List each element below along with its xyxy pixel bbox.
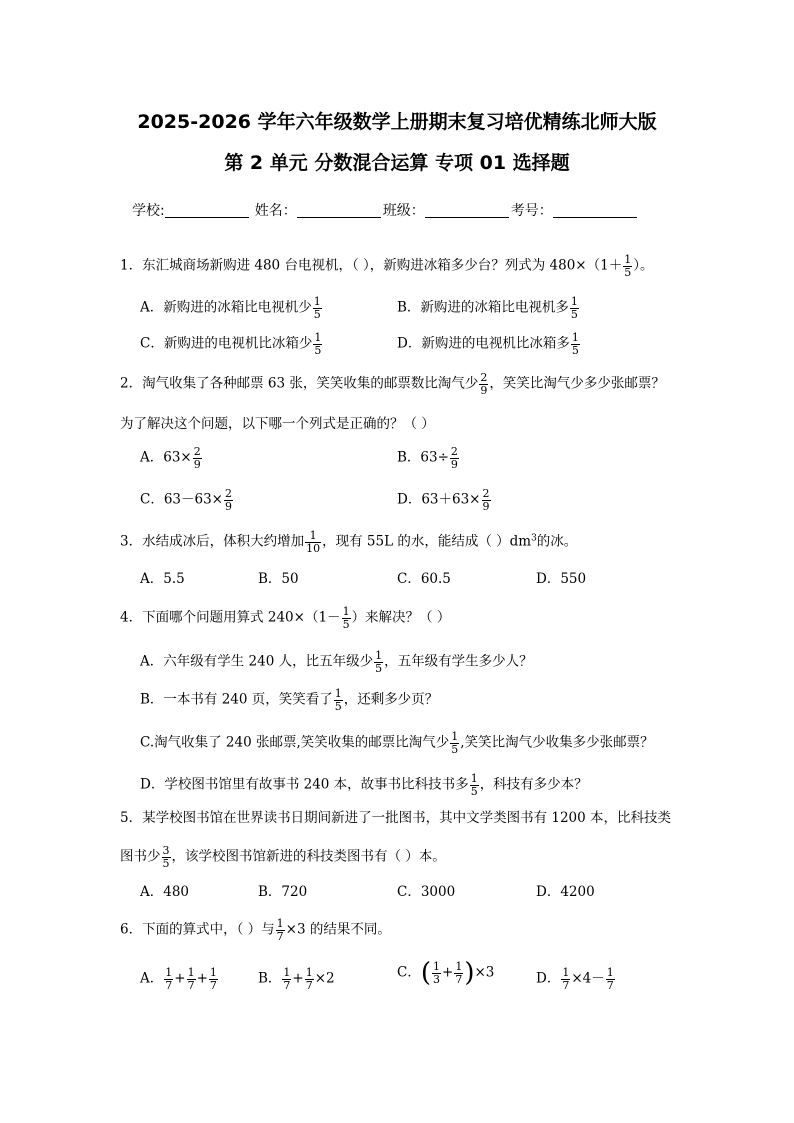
q4-option-d[interactable]: D．学校图书馆里有故事书 240 本，故事书比科技书多 $\frac{1}{5}$ ，科技有多少本？ [140, 772, 588, 798]
q6-b-frac-2: $\frac{1}{7}$ [305, 966, 313, 992]
q1-option-a[interactable]: A．新购进的冰箱比电视机少 $\frac{1}{5}$ [140, 295, 321, 321]
q5-option-a[interactable]: A．480 [140, 884, 190, 900]
q4-option-c[interactable]: C.淘气收集了 240 张邮票,笑笑收集的邮票比淘气少 $\frac{1}{5}$ ,笑笑比淘气少收集多少张邮票？ [140, 730, 654, 756]
question-4-stem [120, 606, 450, 630]
q6-c-frac-1: $\frac{1}{3}$ [433, 959, 440, 986]
q1-option-c[interactable]: C．新购进的电视机比冰箱少 $\frac{1}{5}$ [140, 331, 322, 357]
name-label: 姓名： [254, 203, 297, 219]
school-label: 学校: [132, 203, 165, 219]
q5-text-c: ，该学校图书馆新进的科技类图书有（ ）本。 [171, 848, 446, 865]
q3-text-b: ，现有 55L 的水，能结成（ ）dm [322, 533, 532, 550]
q1-fraction: $\frac{1}{5}$ [624, 253, 632, 279]
q3-option-d[interactable]: D．550 [536, 571, 587, 587]
q1-text-b: ）。 [633, 257, 654, 274]
q6-d-frac-1: $\frac{1}{7}$ [562, 966, 570, 992]
question-6-stem [120, 918, 391, 942]
q2-text-b: ，笑笑比淘气少多少张邮票？ [489, 375, 665, 392]
q2-option-c-fraction: $\frac{2}{9}$ [225, 487, 232, 513]
name-blank[interactable] [297, 203, 381, 218]
q6-text-b: ×3 的结果不同。 [285, 921, 391, 938]
q4-option-d-fraction: $\frac{1}{5}$ [470, 772, 478, 798]
question-2-stem [120, 372, 665, 396]
q3-text-c: 的冰。 [536, 533, 578, 550]
q2-option-a[interactable]: A．63× $\frac{2}{9}$ [140, 445, 201, 471]
q1-option-d-fraction: $\frac{1}{5}$ [571, 331, 579, 357]
worksheet-subtitle: 第 2 单元 分数混合运算 专项 01 选择题 [224, 152, 570, 174]
student-info-line [132, 200, 639, 220]
q6-a-frac-3: $\frac{1}{7}$ [209, 966, 217, 992]
q6-c-left-paren: ( [420, 958, 431, 988]
q1-option-b[interactable]: B．新购进的冰箱比电视机多 $\frac{1}{5}$ [397, 295, 578, 321]
question-3-stem [120, 530, 577, 554]
q4-option-a[interactable]: A．六年级有学生 240 人，比五年级少 $\frac{1}{5}$ ，五年级有学生多少人？ [140, 649, 533, 675]
q1-option-c-fraction: $\frac{1}{5}$ [314, 331, 322, 357]
q5-text-b: 图书少 [120, 848, 161, 865]
q4-text-b: ）来解决？（ ） [351, 609, 451, 626]
q6-text-a: 6．下面的算式中，（ ）与 [120, 921, 275, 938]
q3-option-c[interactable]: C．60.5 [397, 571, 451, 587]
q2-fraction: $\frac{2}{9}$ [480, 371, 488, 397]
q5-fraction: $\frac{3}{5}$ [162, 844, 170, 870]
q4-fraction: $\frac{1}{5}$ [342, 605, 350, 631]
q3-superscript: 3 [531, 533, 537, 544]
school-blank[interactable] [165, 203, 249, 218]
q4-option-c-fraction: $\frac{1}{5}$ [451, 730, 459, 756]
q4-option-b-fraction: $\frac{1}{5}$ [334, 687, 342, 713]
q4-option-a-fraction: $\frac{1}{5}$ [375, 649, 383, 675]
q1-text-a: 1．东汇城商场新购进 480 台电视机，（ ），新购进冰箱多少台？列式为 480×（1＋ [120, 257, 623, 274]
q2-text-a: 2．淘气收集了各种邮票 63 张，笑笑收集的邮票数比淘气少 [120, 375, 479, 392]
class-label: 班级： [382, 203, 425, 219]
q5-option-b[interactable]: B．720 [258, 884, 308, 900]
q6-option-b[interactable]: B． $\frac{1}{7}$ + $\frac{1}{7}$ ×2 [258, 966, 335, 992]
q1-option-a-fraction: $\frac{1}{5}$ [313, 295, 321, 321]
exam-no-label: 考号： [510, 203, 553, 219]
q6-c-frac-2: $\frac{1}{7}$ [455, 959, 463, 986]
question-5-stem-line2 [120, 845, 446, 869]
q6-fraction: $\frac{1}{7}$ [276, 917, 284, 943]
q5-option-c[interactable]: C．3000 [397, 884, 456, 900]
q2-option-c[interactable]: C．63－63× $\frac{2}{9}$ [140, 487, 232, 513]
q4-option-b[interactable]: B．一本书有 240 页，笑笑看了 $\frac{1}{5}$ ，还剩多少页？ [140, 687, 439, 713]
class-blank[interactable] [425, 203, 509, 218]
q2-option-d-fraction: $\frac{2}{9}$ [482, 487, 490, 513]
q6-b-frac-1: $\frac{1}{7}$ [283, 966, 291, 992]
q6-option-d[interactable]: D． $\frac{1}{7}$ ×4－ $\frac{1}{7}$ [536, 966, 614, 992]
question-2-stem-line2: 为了解决这个问题，以下哪一个列式是正确的？（ ） [120, 416, 435, 432]
q3-text-a: 3．水结成冰后，体积大约增加 [120, 533, 305, 550]
q6-d-frac-2: $\frac{1}{7}$ [606, 966, 614, 992]
q6-a-frac-1: $\frac{1}{7}$ [165, 966, 173, 992]
q3-option-b[interactable]: B．50 [258, 571, 299, 587]
q2-option-d[interactable]: D．63＋63× $\frac{2}{9}$ [397, 487, 490, 513]
q3-option-a[interactable]: A．5.5 [140, 571, 185, 587]
q3-fraction: $\frac{1}{10}$ [306, 529, 321, 555]
q2-option-b-fraction: $\frac{2}{9}$ [450, 445, 458, 471]
q6-c-right-paren: ) [464, 958, 475, 988]
q4-text-a: 4．下面哪个问题用算式 240×（1－ [120, 609, 341, 626]
q1-option-d[interactable]: D．新购进的电视机比冰箱多 $\frac{1}{5}$ [397, 331, 579, 357]
q5-option-d[interactable]: D．4200 [536, 884, 595, 900]
q1-option-b-fraction: $\frac{1}{5}$ [570, 295, 578, 321]
q6-option-c[interactable]: C．( $\frac{1}{3}$ + $\frac{1}{7}$ )×3 [397, 958, 495, 988]
question-5-stem: 5．某学校图书馆在世界读书日期间新进了一批图书，其中文学类图书有 1200 本，比科技类 [120, 810, 672, 826]
q2-option-b[interactable]: B．63÷ $\frac{2}{9}$ [397, 445, 458, 471]
worksheet-title: 2025-2026 学年六年级数学上册期末复习培优精练北师大版 [137, 111, 657, 133]
q2-option-a-fraction: $\frac{2}{9}$ [193, 445, 201, 471]
q6-option-a[interactable]: A． $\frac{1}{7}$ + $\frac{1}{7}$ + $\frac{1}{7}$ [140, 966, 217, 992]
q6-a-frac-2: $\frac{1}{7}$ [187, 966, 195, 992]
exam-no-blank[interactable] [553, 203, 637, 218]
question-1-stem [120, 254, 653, 278]
